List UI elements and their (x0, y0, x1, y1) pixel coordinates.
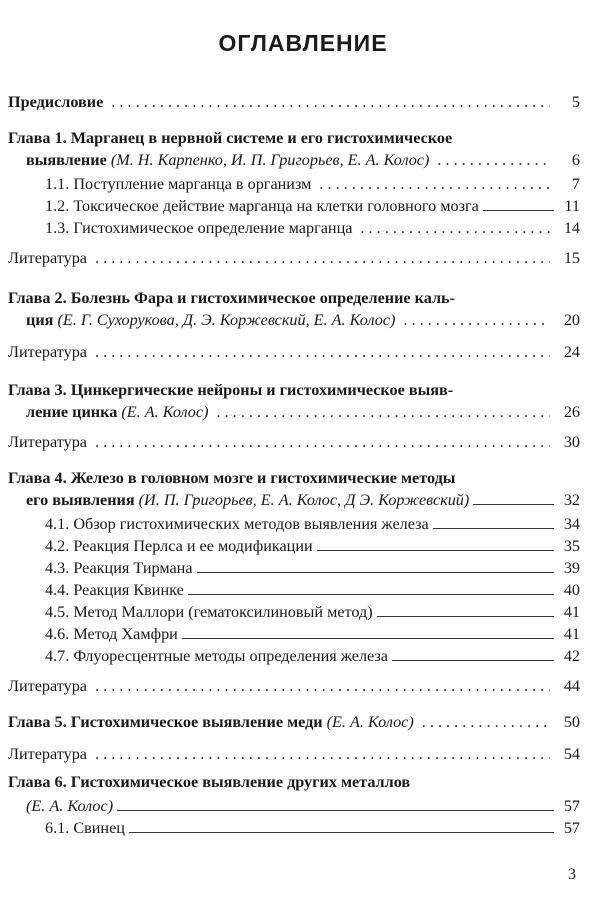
toc-entry-page: 50 (563, 713, 580, 731)
toc-leader-line (483, 196, 554, 211)
toc-leader-line (317, 536, 554, 551)
toc-entry-label: 4.1. Обзор гистохимических методов выявления железа (45, 515, 429, 533)
toc-entry-label: 4.6. Метод Хамфри (45, 625, 178, 643)
toc-chapter-2-line1 (8, 288, 580, 309)
toc-entry-page: 41 (563, 603, 580, 621)
toc-chapter-4-line2 (26, 490, 580, 511)
toc-chapter-1-line1 (8, 128, 580, 149)
toc-leader-dots (95, 342, 550, 363)
toc-entry-page: 5 (571, 93, 580, 111)
toc-leader-dots (437, 150, 550, 171)
toc-leader-dots (95, 744, 550, 765)
toc-entry-page: 14 (563, 219, 580, 237)
toc-entry-label: 4.7. Флуоресцентные методы определения железа (45, 647, 388, 665)
toc-entry-preface (8, 92, 580, 113)
toc-chapter-title-cont: ление цинка (26, 403, 118, 421)
toc-chapter-authors: (Е. А. Колос) (26, 797, 114, 815)
toc-section-4-6 (45, 624, 580, 645)
toc-chapter-3-line1 (8, 380, 580, 401)
toc-entry-label: Литература (8, 249, 87, 267)
toc-chapter-authors: (М. Н. Карпенко, И. П. Григорьев, Е. А. Колос) (110, 151, 430, 169)
toc-entry-page: 6 (571, 151, 580, 169)
toc-chapter-title: Глава 3. Цинкергические нейроны и гистохимическое выяв- (8, 381, 454, 399)
toc-entry-label: 1.1. Поступление марганца в организм (45, 175, 312, 193)
page-number: 3 (568, 866, 576, 883)
toc-entry-label: Литература (8, 745, 87, 763)
toc-entry-page: 24 (563, 343, 580, 361)
toc-chapter-6-line1 (8, 772, 580, 793)
toc-literature-3 (8, 432, 580, 453)
toc-entry-label: 4.3. Реакция Тирмана (45, 559, 193, 577)
toc-entry-label: 6.1. Свинец (45, 819, 125, 837)
toc-chapter-4-line1 (8, 468, 580, 489)
toc-entry-page: 57 (563, 797, 580, 815)
toc-entry-page: 20 (563, 311, 580, 329)
toc-entry-label: Литература (8, 433, 87, 451)
toc-entry-page: 7 (571, 175, 580, 193)
toc-leader-dots (403, 310, 550, 331)
toc-entry-page: 42 (563, 647, 580, 665)
toc-chapter-title: Глава 5. Гистохимическое выявление меди (8, 713, 323, 731)
toc-chapter-1-line2 (26, 150, 580, 171)
toc-entry-label: 1.3. Гистохимическое определение марганца (45, 219, 353, 237)
toc-leader-line (392, 646, 554, 661)
toc-entry-page: 35 (563, 537, 580, 555)
toc-chapter-6-line2 (26, 796, 580, 817)
toc-leader-line (433, 514, 554, 529)
toc-entry-page: 57 (563, 819, 580, 837)
toc-leader-line (377, 602, 554, 617)
toc-section-4-4 (45, 580, 580, 601)
toc-leader-line (197, 558, 554, 573)
toc-chapter-title: Глава 6. Гистохимическое выявление других металлов (8, 773, 411, 791)
toc-entry-page: 44 (563, 677, 580, 695)
toc-leader-dots (360, 218, 550, 239)
toc-section-4-7 (45, 646, 580, 667)
toc-leader-dots (95, 248, 550, 269)
toc-literature-4 (8, 676, 580, 697)
toc-entry-page: 54 (563, 745, 580, 763)
toc-leader-dots (422, 712, 550, 733)
toc-leader-dots (319, 174, 550, 195)
toc-literature-2 (8, 342, 580, 363)
toc-entry-label: 4.2. Реакция Перлса и ее модификации (45, 537, 313, 555)
toc-leader-dots (95, 676, 550, 697)
toc-section-4-2 (45, 536, 580, 557)
toc-entry-page: 39 (563, 559, 580, 577)
toc-section-6-1 (45, 818, 580, 839)
toc-chapter-2-line2 (26, 310, 580, 331)
toc-leader-dots (111, 92, 550, 113)
toc-section-4-5 (45, 602, 580, 623)
toc-entry-label: 4.4. Реакция Квинке (45, 581, 184, 599)
toc-chapter-title-cont: выявление (26, 151, 107, 169)
toc-entry-page: 32 (563, 491, 580, 509)
toc-chapter-title-cont: его выявления (26, 491, 135, 509)
toc-entry-page: 15 (563, 249, 580, 267)
toc-entry-page: 34 (563, 515, 580, 533)
toc-leader-line (117, 796, 554, 811)
toc-entry-page: 30 (563, 433, 580, 451)
toc-section-1-3 (45, 218, 580, 239)
toc-entry-page: 11 (564, 197, 580, 215)
toc-leader-line (182, 624, 554, 639)
toc-literature-5 (8, 744, 580, 765)
toc-section-1-2 (45, 196, 580, 217)
toc-chapter-title: Глава 2. Болезнь Фара и гистохимическое определение каль- (8, 289, 455, 307)
toc-chapter-authors: (Е. А. Колос) (326, 713, 414, 731)
toc-chapter-title: Глава 1. Марганец в нервной системе и его гистохимическое (8, 129, 453, 147)
toc-section-4-3 (45, 558, 580, 579)
toc-chapter-5 (8, 712, 580, 733)
toc-chapter-authors: (Е. Г. Сухорукова, Д. Э. Коржевский, Е. А. Колос) (57, 311, 396, 329)
toc-entry-page: 41 (563, 625, 580, 643)
toc-entry-label: Литература (8, 343, 87, 361)
toc-entry-label: Предисловие (8, 93, 104, 111)
page-title: ОГЛАВЛЕНИЕ (218, 30, 388, 56)
toc-chapter-title: Глава 4. Железо в головном мозге и гистохимические методы (8, 469, 456, 487)
toc-entry-label: Литература (8, 677, 87, 695)
toc-entry-page: 40 (563, 581, 580, 599)
toc-chapter-3-line2 (26, 402, 580, 423)
toc-leader-line (188, 580, 554, 595)
toc-literature-1 (8, 248, 580, 269)
toc-entry-label: 4.5. Метод Маллори (гематоксилиновый метод) (45, 603, 373, 621)
toc-entry-page: 26 (563, 403, 580, 421)
toc-section-1-1 (45, 174, 580, 195)
toc-entry-label: 1.2. Токсическое действие марганца на клетки головного мозга (45, 197, 479, 215)
toc-chapter-title-cont: ция (26, 311, 54, 329)
toc-chapter-authors: (Е. А. Колос) (121, 403, 209, 421)
toc-leader-line (129, 818, 554, 833)
toc-section-4-1 (45, 514, 580, 535)
toc-leader-line (473, 490, 554, 505)
toc-chapter-authors: (И. П. Григорьев, Е. А. Колос, Д Э. Коржевский) (138, 491, 470, 509)
toc-leader-dots (216, 402, 550, 423)
toc-leader-dots (95, 432, 550, 453)
